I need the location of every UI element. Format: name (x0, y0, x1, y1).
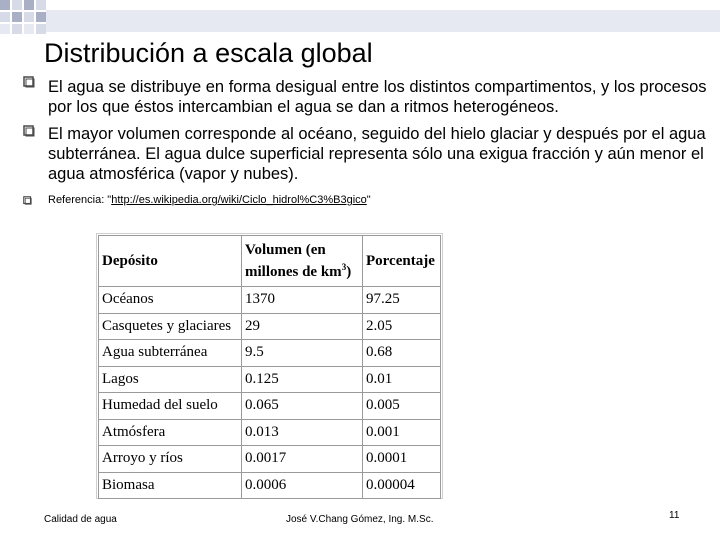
cell-volume: 0.0006 (242, 472, 363, 499)
bullet-text-1: El agua se distribuye en forma desigual entre los distintos compartimentos, y los procesos por los que éstos intercambian el agua se dan a ritmos heterogéneos. (48, 78, 707, 116)
cell-deposit: Humedad del suelo (99, 393, 242, 420)
cell-volume: 0.0017 (242, 446, 363, 473)
table-row (99, 313, 441, 340)
table-header-row (99, 236, 441, 287)
table-row (99, 287, 441, 314)
cell-percent: 0.001 (363, 419, 441, 446)
cell-percent: 0.00004 (363, 472, 441, 499)
cell-percent: 0.68 (363, 340, 441, 367)
cell-volume: 1370 (242, 287, 363, 314)
header-volume-end: ) (346, 263, 352, 280)
reference-line (48, 193, 371, 207)
cell-deposit: Casquetes y glaciares (99, 313, 242, 340)
header-volume-sup: 3 (341, 261, 347, 272)
cell-deposit: Biomasa (99, 472, 242, 499)
table-row (99, 472, 441, 499)
cell-percent: 97.25 (363, 287, 441, 314)
reference-link[interactable]: http://es.wikipedia.org/wiki/Ciclo_hidrol%C3%B3gico (111, 194, 367, 206)
cell-deposit: Atmósfera (99, 419, 242, 446)
cell-volume: 0.065 (242, 393, 363, 420)
header-percent: Porcentaje (363, 236, 441, 287)
bullet-text-2: El mayor volumen corresponde al océano, seguido del hielo glaciar y después por el agua subterránea. El agua dulce superficial representa sólo una exigua fracción y aún menor el agua atmosférica (vapor y nubes). (48, 125, 706, 183)
footer-author: José V.Chang Gómez, Ing. M.Sc. (286, 514, 434, 525)
cell-deposit: Océanos (99, 287, 242, 314)
header-decoration (0, 0, 720, 40)
header-volume (242, 236, 363, 287)
cell-deposit: Lagos (99, 366, 242, 393)
cell-volume: 29 (242, 313, 363, 340)
footer-course: Calidad de agua (44, 514, 117, 525)
reference-suffix: " (366, 194, 371, 206)
slide-title: Distribución a escala global (44, 38, 373, 68)
cell-volume: 9.5 (242, 340, 363, 367)
cell-deposit: Arroyo y ríos (99, 446, 242, 473)
table-row (99, 366, 441, 393)
water-distribution-table (98, 235, 441, 499)
header-volume-text: Volumen (en millones de km (245, 241, 342, 280)
reference-prefix: Referencia: " (48, 194, 112, 206)
table-row (99, 446, 441, 473)
cell-volume: 0.125 (242, 366, 363, 393)
cell-deposit: Agua subterránea (99, 340, 242, 367)
cell-percent: 0.0001 (363, 446, 441, 473)
square-bullet-icon (23, 76, 35, 88)
square-bullet-icon (23, 125, 35, 137)
table-row (99, 419, 441, 446)
table-row (99, 340, 441, 367)
square-bullet-icon (23, 196, 32, 205)
cell-volume: 0.013 (242, 419, 363, 446)
page-number: 11 (669, 510, 680, 521)
cell-percent: 0.01 (363, 366, 441, 393)
cell-percent: 0.005 (363, 393, 441, 420)
header-deposit: Depósito (99, 236, 242, 287)
table-row (99, 393, 441, 420)
cell-percent: 2.05 (363, 313, 441, 340)
